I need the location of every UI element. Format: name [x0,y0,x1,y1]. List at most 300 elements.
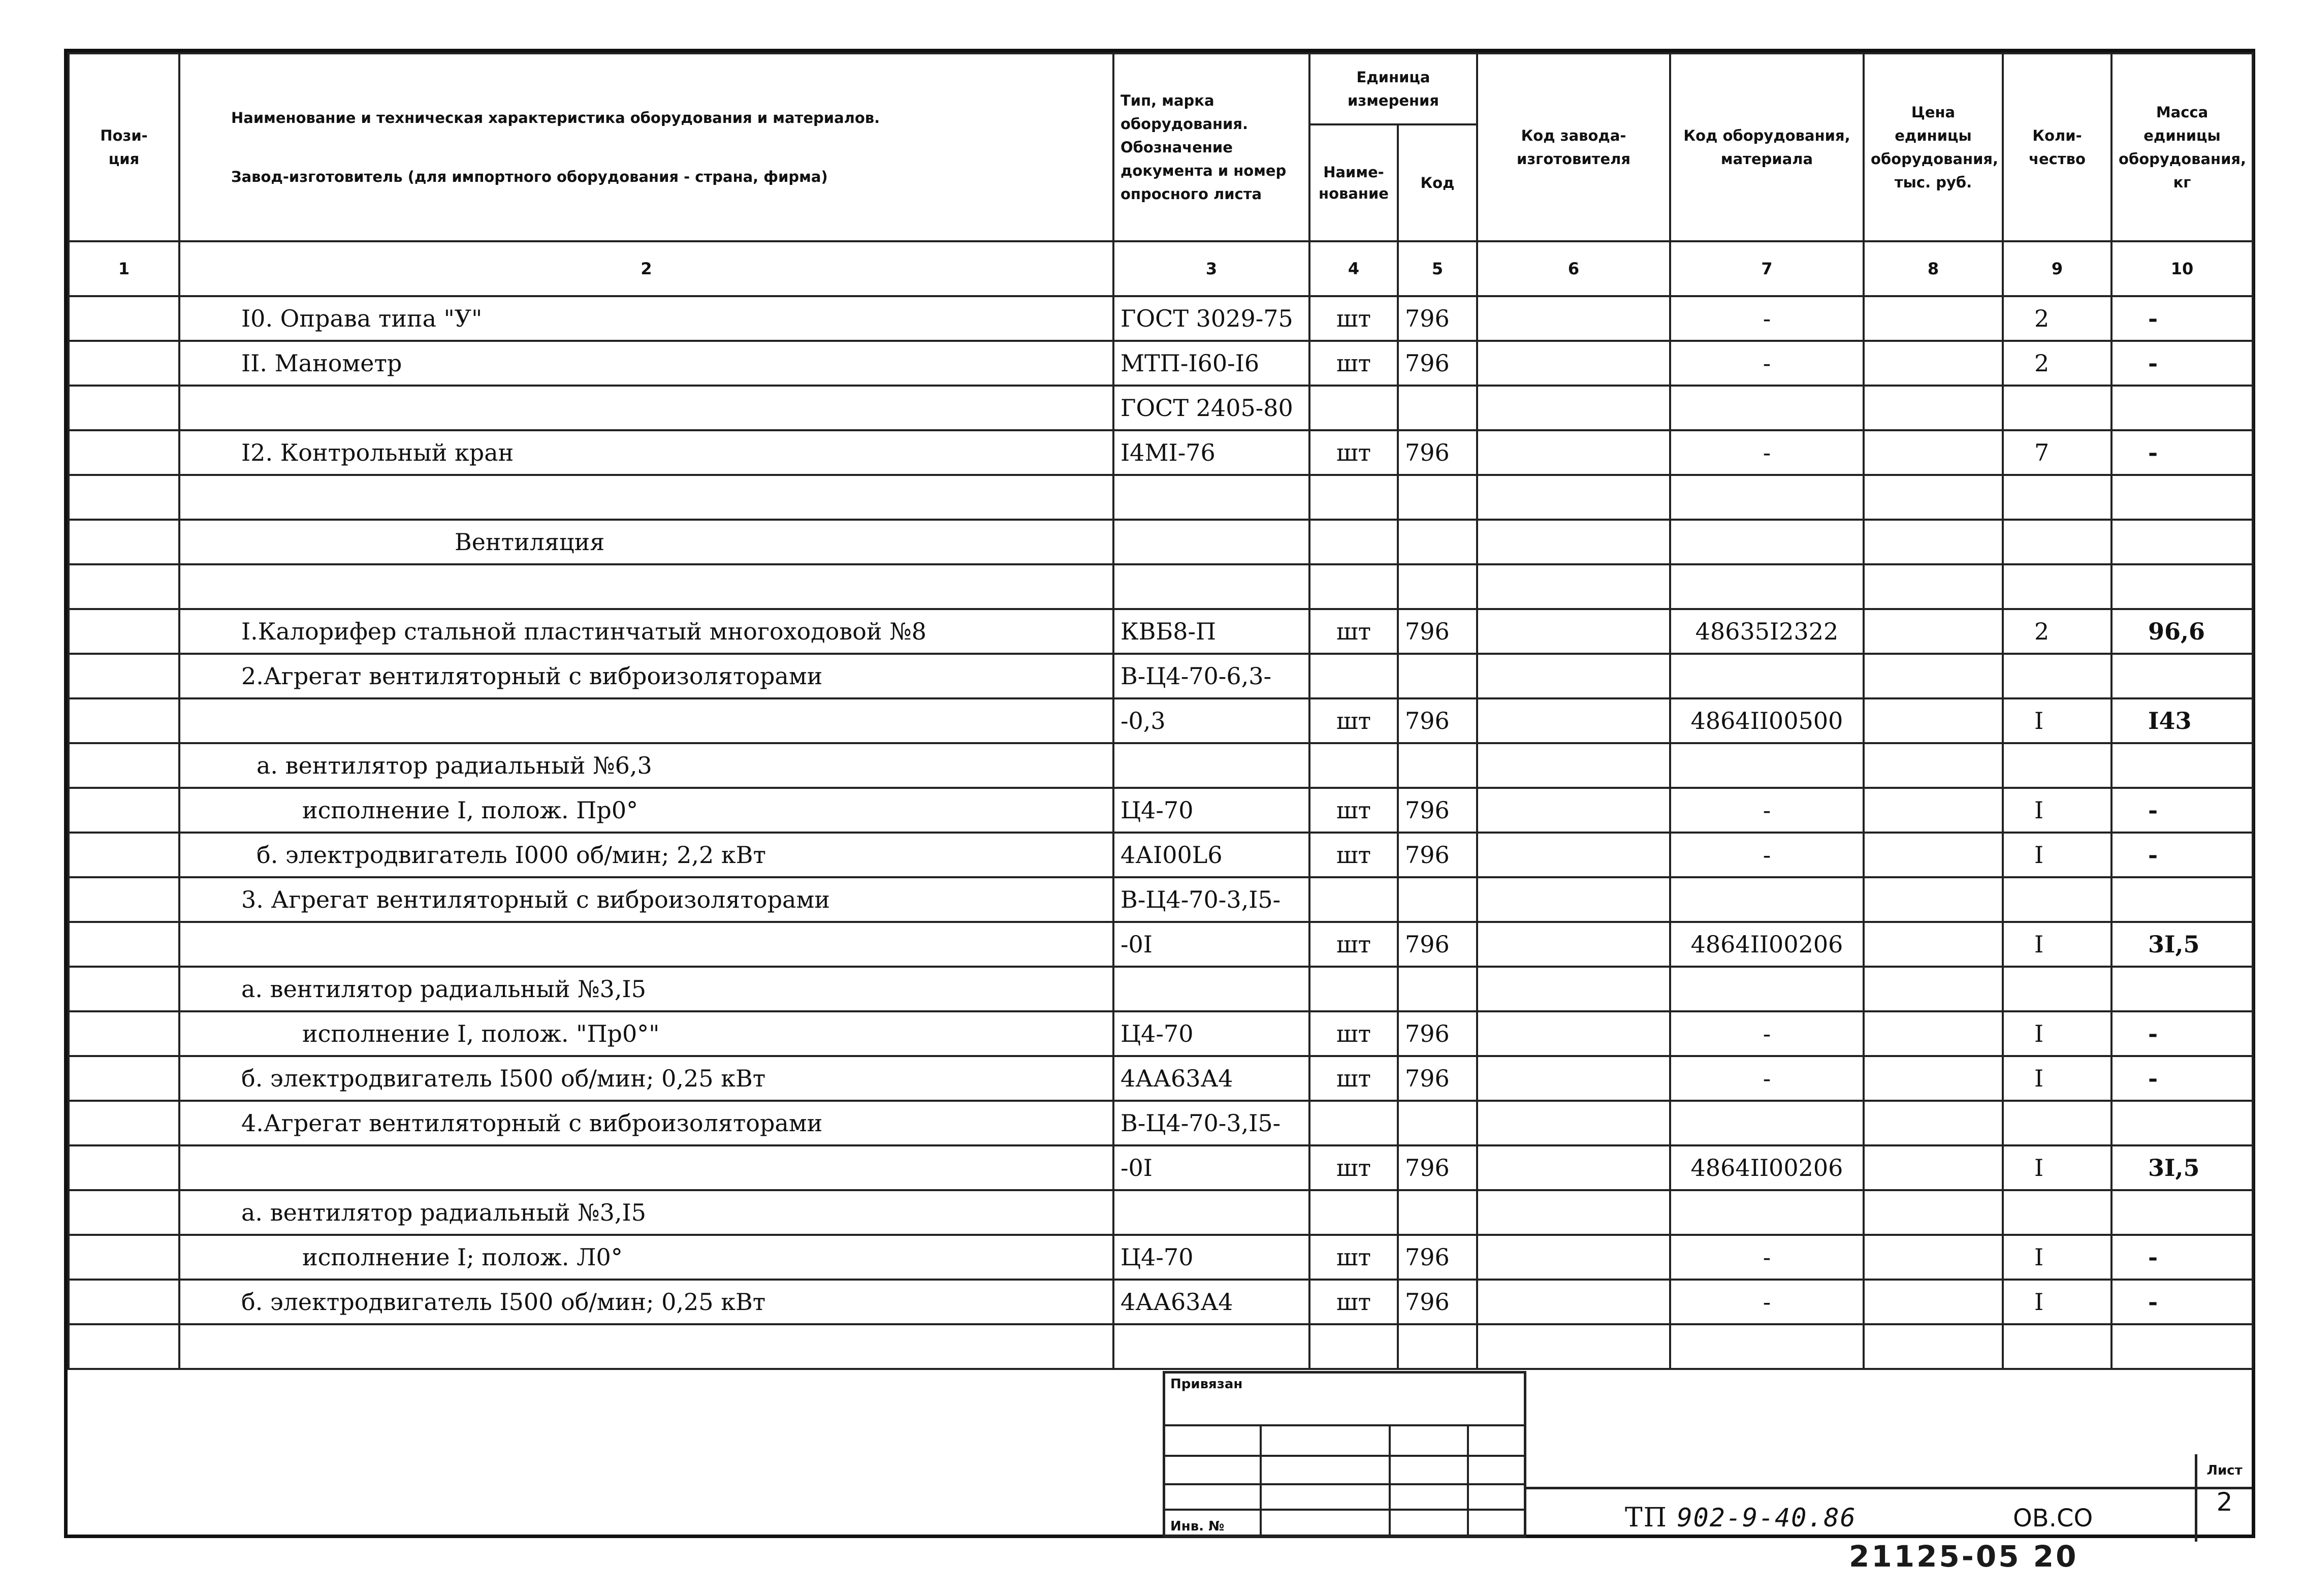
table-row [69,698,2253,743]
column-number: 4 [1309,241,1398,296]
cell-pos [69,654,179,698]
cell-pos [69,609,179,654]
cell-name: исполнение I; полож. Л0° [179,1235,1113,1280]
cell-mass [2111,967,2253,1011]
cell-price [1864,430,2003,475]
cell-code: - [1670,1280,1864,1324]
cell-name: 2.Агрегат вентиляторный с виброизоляторами [179,654,1113,698]
cell-type: В-Ц4-70-6,3- [1113,654,1309,698]
table-row [69,1011,2253,1056]
cell-price [1864,1101,2003,1145]
doc-prefix: ТП [1625,1503,1668,1533]
cell-unit: шт [1309,341,1398,386]
cell-name [179,564,1113,609]
cell-pos [69,788,179,833]
cell-mass [2111,1324,2253,1369]
cell-code [1670,877,1864,922]
cell-type [1113,520,1309,564]
table-row [69,386,2253,430]
cell-price [1864,967,2003,1011]
archive-number: 21125-05 20 [1849,1539,2078,1574]
column-number: 6 [1477,241,1670,296]
cell-unit [1309,1101,1398,1145]
cell-pos [69,1280,179,1324]
cell-pos [69,1011,179,1056]
cell-unit [1309,654,1398,698]
cell-unit: шт [1309,922,1398,967]
cell-price [1864,1056,2003,1101]
cell-ucode [1398,967,1477,1011]
cell-name: I0. Оправа типа "У" [179,296,1113,341]
cell-plant [1477,922,1670,967]
header-unit-group: Единица измерения [1309,53,1477,124]
cell-ucode [1398,386,1477,430]
cell-mass: 3I,5 [2111,922,2253,967]
cell-qty [2003,564,2111,609]
cell-qty: I [2003,1056,2111,1101]
cell-type: -0I [1113,922,1309,967]
cell-ucode [1398,743,1477,788]
specification-body [69,296,2253,1369]
sheet-number: 2 [2216,1487,2233,1517]
cell-qty: 7 [2003,430,2111,475]
cell-type [1113,967,1309,1011]
cell-qty [2003,743,2111,788]
cell-qty: I [2003,1011,2111,1056]
cell-code [1670,1190,1864,1235]
cell-pos [69,475,179,520]
doc-number: 902-9-40.86 [1677,1503,1857,1533]
cell-type: Ц4-70 [1113,788,1309,833]
cell-name [179,1145,1113,1190]
cell-pos [69,564,179,609]
cell-plant [1477,296,1670,341]
cell-code: - [1670,341,1864,386]
table-row [69,430,2253,475]
cell-name: б. электродвигатель I000 об/мин; 2,2 кВт [179,833,1113,877]
cell-code [1670,520,1864,564]
header-name [179,53,1113,241]
column-number: 10 [2111,241,2253,296]
cell-price [1864,877,2003,922]
cell-code [1670,743,1864,788]
cell-price [1864,1280,2003,1324]
cell-type: 4АА63А4 [1113,1056,1309,1101]
table-row [69,1280,2253,1324]
cell-code: 4864II00206 [1670,1145,1864,1190]
cell-code: 48635I2322 [1670,609,1864,654]
cell-name: а. вентилятор радиальный №3,I5 [179,967,1113,1011]
cell-ucode: 796 [1398,341,1477,386]
cell-plant [1477,1145,1670,1190]
cell-price [1864,609,2003,654]
cell-code: - [1670,833,1864,877]
cell-price [1864,1011,2003,1056]
cell-mass [2111,877,2253,922]
cell-type: МТП-I60-I6 [1113,341,1309,386]
approval-stamp [1163,1371,1526,1538]
cell-code [1670,564,1864,609]
cell-type: Ц4-70 [1113,1011,1309,1056]
cell-code: - [1670,1235,1864,1280]
drawing-sheet [64,49,2255,1538]
cell-pos [69,1145,179,1190]
document-code [1625,1503,1857,1533]
cell-code: - [1670,788,1864,833]
specification-table [68,52,2254,1370]
table-row [69,341,2253,386]
cell-ucode: 796 [1398,430,1477,475]
cell-mass: - [2111,296,2253,341]
cell-price [1864,520,2003,564]
cell-type [1113,564,1309,609]
cell-qty: I [2003,922,2111,967]
cell-qty: 2 [2003,296,2111,341]
cell-price [1864,1145,2003,1190]
cell-ucode [1398,877,1477,922]
table-row [69,1190,2253,1235]
cell-ucode: 796 [1398,1145,1477,1190]
cell-type: В-Ц4-70-3,I5- [1113,1101,1309,1145]
cell-code [1670,386,1864,430]
header-type: Тип, марка оборудования. Обозначение документа и номер опросного листа [1113,53,1309,241]
table-row [69,1101,2253,1145]
cell-mass: - [2111,341,2253,386]
cell-type: 4АI00L6 [1113,833,1309,877]
cell-price [1864,1235,2003,1280]
column-number: 9 [2003,241,2111,296]
cell-ucode: 796 [1398,1280,1477,1324]
cell-unit: шт [1309,788,1398,833]
table-row [69,609,2253,654]
cell-price [1864,654,2003,698]
cell-price [1864,1324,2003,1369]
cell-type: Ц4-70 [1113,1235,1309,1280]
cell-pos [69,1101,179,1145]
cell-qty: I [2003,833,2111,877]
cell-unit [1309,1190,1398,1235]
cell-qty: I [2003,1235,2111,1280]
table-row [69,967,2253,1011]
cell-plant [1477,475,1670,520]
cell-type: В-Ц4-70-3,I5- [1113,877,1309,922]
cell-type [1113,1324,1309,1369]
table-row [69,1145,2253,1190]
cell-pos [69,1190,179,1235]
cell-qty [2003,654,2111,698]
table-row [69,296,2253,341]
column-number: 1 [69,241,179,296]
cell-name: б. электродвигатель I500 об/мин; 0,25 кВт [179,1056,1113,1101]
cell-plant [1477,564,1670,609]
cell-ucode: 796 [1398,698,1477,743]
cell-qty: I [2003,1145,2111,1190]
cell-ucode [1398,654,1477,698]
cell-plant [1477,1280,1670,1324]
cell-type: КВБ8-П [1113,609,1309,654]
header-quantity: Коли-чество [2003,53,2111,241]
cell-qty [2003,1324,2111,1369]
cell-ucode: 796 [1398,1011,1477,1056]
cell-plant [1477,430,1670,475]
cell-name [179,386,1113,430]
cell-price [1864,386,2003,430]
cell-type: ГОСТ 3029-75 [1113,296,1309,341]
doc-mark: ОВ.СО [2013,1504,2093,1533]
cell-pos [69,386,179,430]
cell-plant [1477,386,1670,430]
cell-pos [69,743,179,788]
table-row [69,833,2253,877]
cell-pos [69,833,179,877]
cell-type [1113,1190,1309,1235]
cell-price [1864,475,2003,520]
cell-unit: шт [1309,1056,1398,1101]
cell-plant [1477,1324,1670,1369]
cell-name [179,475,1113,520]
cell-type: ГОСТ 2405-80 [1113,386,1309,430]
stamp-title: Привязан [1170,1377,1243,1392]
cell-qty: I [2003,698,2111,743]
cell-qty [2003,475,2111,520]
cell-name: б. электродвигатель I500 об/мин; 0,25 кВт [179,1280,1113,1324]
header-row [69,53,2253,124]
cell-mass: - [2111,430,2253,475]
cell-plant [1477,609,1670,654]
cell-type: -0,3 [1113,698,1309,743]
cell-mass: I43 [2111,698,2253,743]
table-row [69,564,2253,609]
cell-ucode: 796 [1398,1235,1477,1280]
cell-plant [1477,520,1670,564]
cell-ucode: 796 [1398,296,1477,341]
cell-code [1670,967,1864,1011]
table-row [69,654,2253,698]
cell-name [179,922,1113,967]
cell-unit: шт [1309,430,1398,475]
cell-name: 3. Агрегат вентиляторный с виброизоляторами [179,877,1113,922]
cell-unit [1309,743,1398,788]
cell-code [1670,1324,1864,1369]
cell-plant [1477,654,1670,698]
cell-mass [2111,386,2253,430]
cell-code: - [1670,1011,1864,1056]
cell-ucode [1398,1101,1477,1145]
header-name-line2: Завод-изготовитель (для импортного оборудования - страна, фирма) [231,168,828,185]
header-equipment-code: Код оборудования, материала [1670,53,1864,241]
cell-code: - [1670,430,1864,475]
cell-unit [1309,877,1398,922]
sheet-label: Лист [2197,1454,2252,1489]
cell-mass [2111,1101,2253,1145]
cell-price [1864,833,2003,877]
cell-price [1864,296,2003,341]
cell-mass [2111,564,2253,609]
header-unit-name: Наиме-нование [1309,124,1398,241]
cell-price [1864,341,2003,386]
cell-ucode: 796 [1398,609,1477,654]
cell-plant [1477,1011,1670,1056]
cell-code: 4864II00500 [1670,698,1864,743]
cell-pos [69,341,179,386]
cell-plant [1477,698,1670,743]
cell-mass: - [2111,1280,2253,1324]
cell-ucode [1398,520,1477,564]
sheet-number-box [2195,1454,2252,1542]
cell-ucode [1398,1190,1477,1235]
cell-name: II. Манометр [179,341,1113,386]
table-row [69,475,2253,520]
cell-qty: 2 [2003,341,2111,386]
cell-unit [1309,386,1398,430]
cell-name: 4.Агрегат вентиляторный с виброизоляторами [179,1101,1113,1145]
header-mass: Масса единицы оборудования, кг [2111,53,2253,241]
cell-plant [1477,1056,1670,1101]
cell-code: - [1670,1056,1864,1101]
table-row [69,520,2253,564]
cell-unit [1309,967,1398,1011]
column-number: 2 [179,241,1113,296]
cell-pos [69,1235,179,1280]
cell-pos [69,296,179,341]
cell-name: а. вентилятор радиальный №6,3 [179,743,1113,788]
cell-mass [2111,654,2253,698]
cell-name: I.Калорифер стальной пластинчатый многоходовой №8 [179,609,1113,654]
cell-qty [2003,877,2111,922]
header-position: Пози- ция [69,53,179,241]
cell-plant [1477,877,1670,922]
table-row [69,743,2253,788]
cell-code: 4864II00206 [1670,922,1864,967]
cell-qty [2003,967,2111,1011]
cell-plant [1477,1101,1670,1145]
cell-unit: шт [1309,1011,1398,1056]
cell-mass: 96,6 [2111,609,2253,654]
cell-plant [1477,967,1670,1011]
cell-qty: I [2003,1280,2111,1324]
table-row [69,1324,2253,1369]
cell-pos [69,698,179,743]
table-row [69,922,2253,967]
cell-pos [69,520,179,564]
cell-mass: - [2111,833,2253,877]
cell-plant [1477,833,1670,877]
column-number-row [69,241,2253,296]
cell-unit: шт [1309,833,1398,877]
cell-mass [2111,1190,2253,1235]
cell-price [1864,743,2003,788]
cell-unit [1309,475,1398,520]
cell-qty: I [2003,788,2111,833]
cell-ucode [1398,564,1477,609]
cell-ucode: 796 [1398,922,1477,967]
cell-mass: 3I,5 [2111,1145,2253,1190]
cell-code [1670,654,1864,698]
cell-mass: - [2111,1011,2253,1056]
cell-mass: - [2111,1056,2253,1101]
cell-unit: шт [1309,1145,1398,1190]
cell-unit [1309,1324,1398,1369]
column-number: 3 [1113,241,1309,296]
cell-ucode: 796 [1398,833,1477,877]
table-row [69,1056,2253,1101]
cell-mass [2111,520,2253,564]
cell-pos [69,922,179,967]
cell-price [1864,1190,2003,1235]
cell-qty [2003,520,2111,564]
cell-unit: шт [1309,1280,1398,1324]
cell-unit [1309,564,1398,609]
table-row [69,877,2253,922]
cell-price [1864,564,2003,609]
cell-code [1670,1101,1864,1145]
cell-unit: шт [1309,296,1398,341]
cell-qty [2003,386,2111,430]
header-name-line1: Наименование и техническая характеристика оборудования и материалов. [231,109,880,126]
cell-price [1864,788,2003,833]
cell-code [1670,475,1864,520]
cell-plant [1477,1190,1670,1235]
header-unit-code: Код [1398,124,1477,241]
cell-ucode: 796 [1398,788,1477,833]
cell-name: а. вентилятор радиальный №3,I5 [179,1190,1113,1235]
cell-pos [69,430,179,475]
cell-mass [2111,743,2253,788]
cell-pos [69,967,179,1011]
cell-pos [69,1056,179,1101]
cell-unit: шт [1309,609,1398,654]
cell-plant [1477,1235,1670,1280]
cell-type: -0I [1113,1145,1309,1190]
cell-unit [1309,520,1398,564]
cell-name: исполнение I, полож. Пр0° [179,788,1113,833]
cell-ucode: 796 [1398,1056,1477,1101]
cell-unit: шт [1309,698,1398,743]
cell-pos [69,877,179,922]
cell-price [1864,698,2003,743]
cell-type [1113,475,1309,520]
cell-pos [69,1324,179,1369]
cell-ucode [1398,1324,1477,1369]
cell-mass [2111,475,2253,520]
cell-mass: - [2111,1235,2253,1280]
column-number: 8 [1864,241,2003,296]
cell-code: - [1670,296,1864,341]
cell-plant [1477,341,1670,386]
cell-qty: 2 [2003,609,2111,654]
header-price: Цена единицы оборудования, тыс. руб. [1864,53,2003,241]
cell-ucode [1398,475,1477,520]
cell-plant [1477,788,1670,833]
cell-name [179,1324,1113,1369]
header-plant-code: Код завода-изготовителя [1477,53,1670,241]
cell-unit: шт [1309,1235,1398,1280]
cell-name: Вентиляция [179,520,1113,564]
column-number: 7 [1670,241,1864,296]
cell-name [179,698,1113,743]
table-row [69,788,2253,833]
inventory-label: Инв. № [1170,1519,1225,1534]
cell-plant [1477,743,1670,788]
cell-mass: - [2111,788,2253,833]
cell-price [1864,922,2003,967]
cell-qty [2003,1101,2111,1145]
cell-qty [2003,1190,2111,1235]
cell-name: исполнение I, полож. "Пр0°" [179,1011,1113,1056]
column-number: 5 [1398,241,1477,296]
cell-type [1113,743,1309,788]
cell-name: I2. Контрольный кран [179,430,1113,475]
